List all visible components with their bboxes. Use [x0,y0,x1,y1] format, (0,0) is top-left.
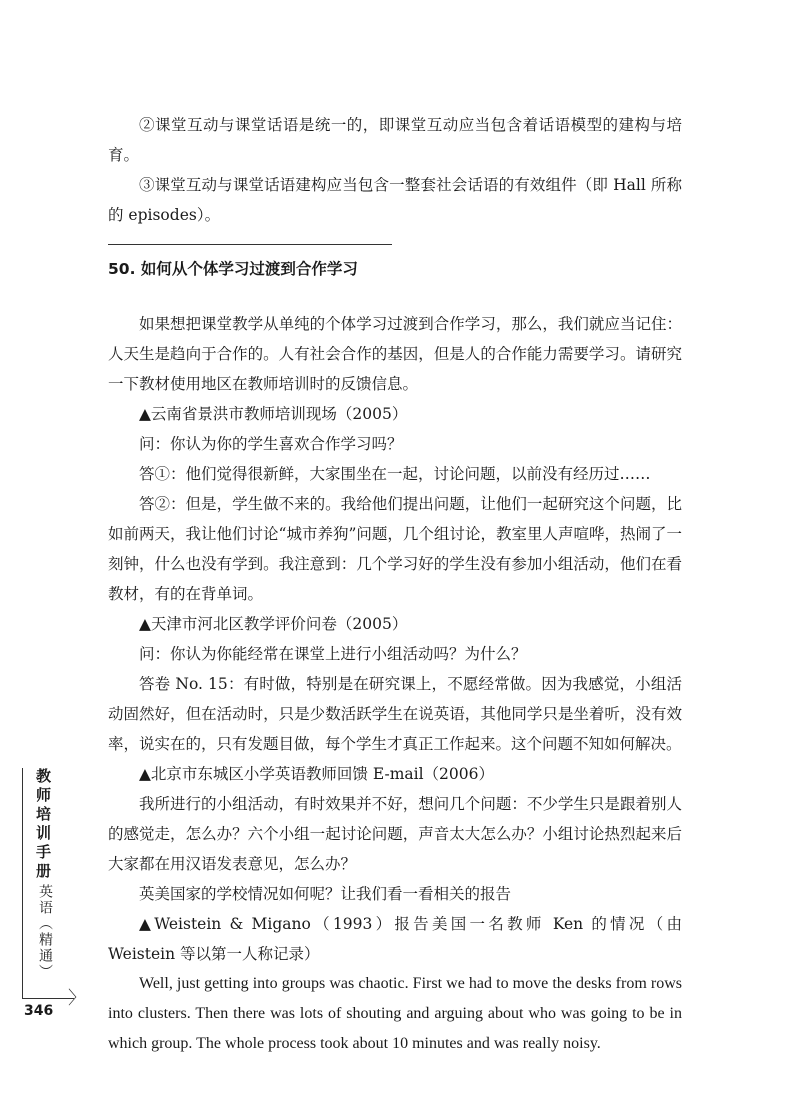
paragraph: 答②：但是，学生做不来的。我给他们提出问题，让他们一起研究这个问题，比如前两天，我让他们讨论“城市养狗”问题，几个组讨论，教室里人声喧哗，热闹了一刻钟，什么也没有学到。我注意到：几个学习好的学生没有参加小组活动，他们在看教材，有的在背单词。 [108,495,682,603]
paragraph: ▲天津市河北区教学评价问卷（2005） [139,615,408,633]
paragraph: 答卷 No. 15：有时做，特别是在研究课上，不愿经常做。因为我感觉，小组活动固然好，但在活动时，只是少数活跃学生在说英语，其他同学只是坐着听，没有效率，说实在的，只有发题目做，每个学生才真正工作起来。这个问题不知如何解决。 [108,675,682,753]
section-header [108,244,682,281]
section-rule [108,244,392,245]
paragraph: ③课堂互动与课堂话语建构应当包含一整套社会话语的有效组件（即 Hall 所称的 episodes）。 [108,176,682,224]
paragraph: 英美国家的学校情况如何呢？让我们看一看相关的报告 [139,885,512,903]
sidebar-subtitle: 英语（精通） [37,884,53,980]
paragraph: ②课堂互动与课堂话语是统一的，即课堂互动应当包含着话语模型的建构与培育。 [108,116,682,164]
english-paragraph: Well, just getting into groups was chaotic. First we had to move the desks from rows into clusters. Then there was lots of shouting and arguing about who was going to be in which group. The whole process took about 10 minutes and was really noisy. [108,975,682,1052]
section-heading: 50. 如何从个体学习过渡到合作学习 [108,260,358,278]
chevron-right-icon: 〉 [68,988,86,1009]
sidebar-baseline [22,998,74,999]
paragraph: 问：你认为你能经常在课堂上进行小组活动吗？为什么？ [139,645,527,663]
paragraph: ▲云南省景洪市教师培训现场（2005） [139,405,408,423]
paragraph: ▲北京市东城区小学英语教师回馈 E-mail（2006） [139,765,494,783]
paragraph: 我所进行的小组活动，有时效果并不好，想问几个问题：不少学生只是跟着别人的感觉走，怎么办？六个小组一起讨论问题，声音太大怎么办？小组讨论热烈起来后大家都在用汉语发表意见，怎么办？ [108,795,682,873]
paragraph: 如果想把课堂教学从单纯的个体学习过渡到合作学习，那么，我们就应当记住：人天生是趋向于合作的。人有社会合作的基因，但是人的合作能力需要学习。请研究一下教材使用地区在教师培训时的反馈信息。 [108,315,682,393]
sidebar-tab [20,768,86,1009]
paragraph: 问：你认为你的学生喜欢合作学习吗？ [139,435,403,453]
sidebar-title: 教师培训手册 [34,768,52,882]
sidebar-line [22,768,23,998]
body-text [108,110,682,1059]
paragraph: 答①：他们觉得很新鲜，大家围坐在一起，讨论问题，以前没有经历过…… [139,465,651,483]
paragraph: ▲Weistein & Migano（1993）报告美国一名教师 Ken 的情况（由 Weistein 等以第一人称记录） [108,915,682,963]
page-number: 346 [24,1003,54,1019]
